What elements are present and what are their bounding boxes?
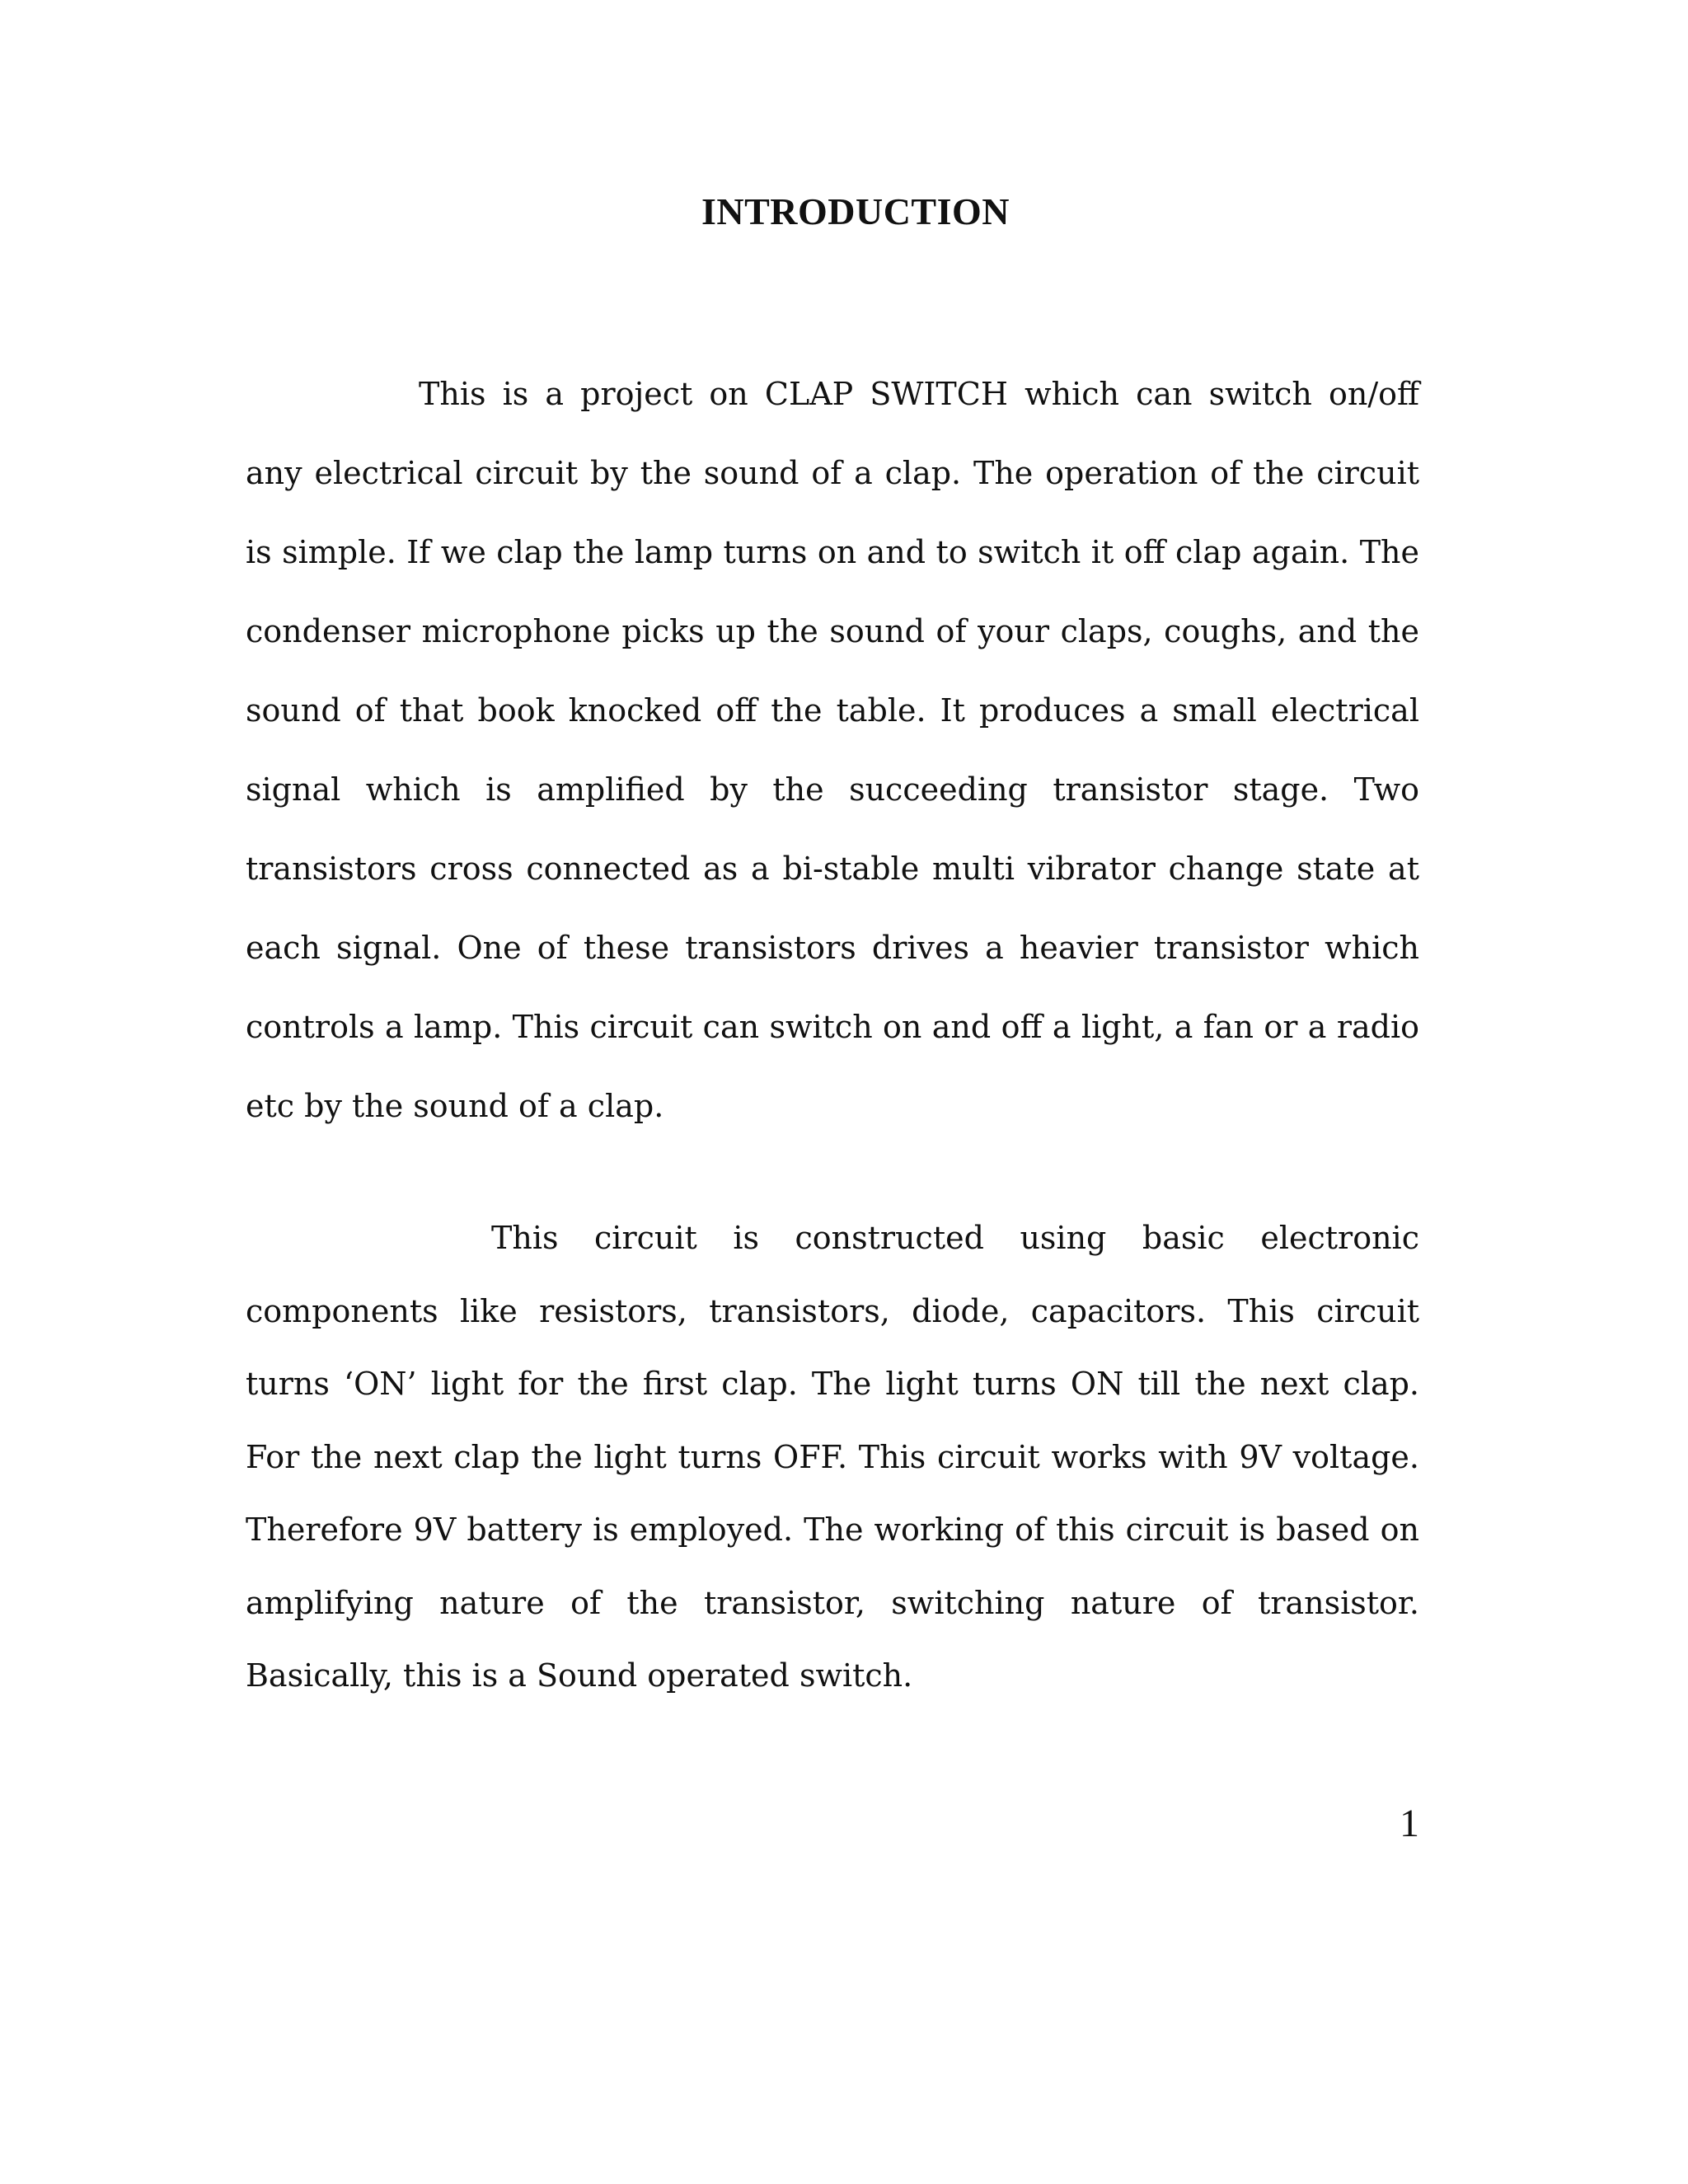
page-number: 1 <box>1400 1802 1419 1845</box>
paragraph-construction: This circuit is constructed using basic electronic components like resistors, transistors, diode, capacitors. This circuit turns ‘ON’ light for the first clap. The light turns ON till the next clap. For the next clap the light turns OFF. This circuit works with 9V voltage. Therefore 9V battery is employed. The working of this circuit is based on amplifying nature of the transistor, switching nature of transistor. Basically, this is a Sound operated switch. <box>246 1220 1419 1694</box>
page-title: INTRODUCTION <box>701 190 1010 232</box>
paragraph-intro: This is a project on CLAP SWITCH which can switch on/off any electrical circuit by the sound of a clap. The operation of the circuit is simple. If we clap the lamp turns on and to switch it off clap again. The condenser microphone picks up the sound of your claps, coughs, and the sound of that book knocked off the table. It produces a small electrical signal which is amplified by the succeeding transistor stage. Two transistors cross connected as a bi-stable multi vibrator change state at each signal. One of these transistors drives a heavier transistor which controls a lamp. This circuit can switch on and off a light, a fan or a radio etc by the sound of a clap. <box>246 376 1419 1124</box>
